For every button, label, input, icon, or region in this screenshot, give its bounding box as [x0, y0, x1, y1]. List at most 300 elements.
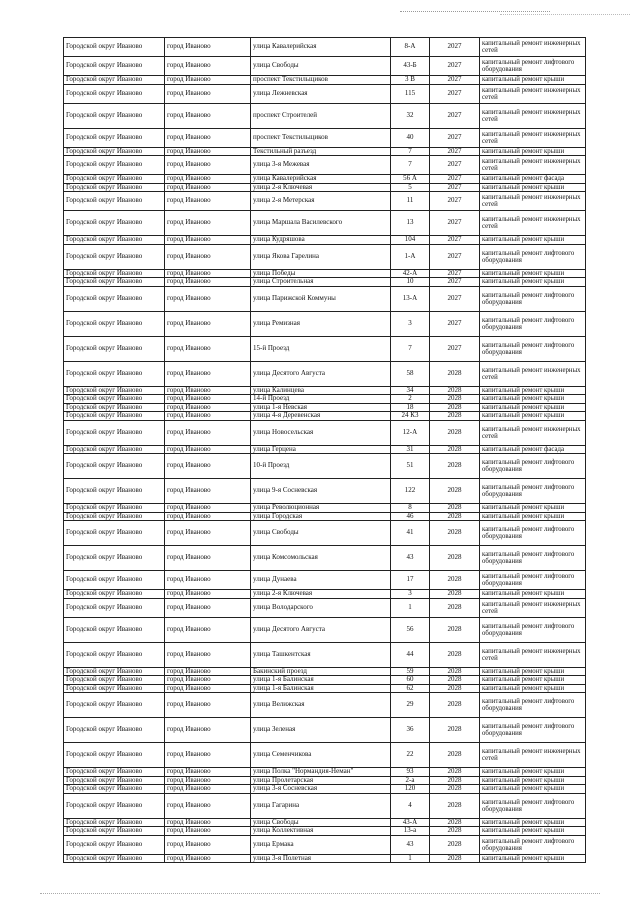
municipal-district-cell: Городской округ Иваново	[64, 286, 165, 311]
table-row	[64, 286, 586, 311]
work-type-cell: капитальный ремонт инженерных сетей	[480, 743, 586, 768]
house-number-cell: 3	[391, 590, 430, 599]
table-row	[64, 598, 586, 617]
year-cell: 2028	[430, 420, 480, 445]
street-cell: улица 3-я Сосневская	[251, 785, 391, 794]
year-cell: 2027	[430, 103, 480, 128]
municipal-district-cell: Городской округ Иваново	[64, 445, 165, 454]
city-cell: город Иваново	[165, 211, 251, 236]
municipal-district-cell: Городской округ Иваново	[64, 412, 165, 421]
table-row	[64, 835, 586, 854]
city-cell: город Иваново	[165, 192, 251, 211]
year-cell: 2028	[430, 590, 480, 599]
table-row	[64, 454, 586, 479]
work-type-cell: капитальный ремонт крыши	[480, 768, 586, 777]
year-cell: 2027	[430, 76, 480, 85]
street-cell: улица Калинцева	[251, 386, 391, 395]
year-cell: 2027	[430, 278, 480, 287]
municipal-district-cell: Городской округ Иваново	[64, 827, 165, 836]
year-cell: 2028	[430, 642, 480, 667]
municipal-district-cell: Городской округ Иваново	[64, 854, 165, 863]
house-number-cell: 13-А	[391, 286, 430, 311]
municipal-district-cell: Городской округ Иваново	[64, 395, 165, 404]
house-number-cell: 43	[391, 546, 430, 571]
work-type-cell: капитальный ремонт крыши	[480, 676, 586, 685]
house-number-cell: 104	[391, 236, 430, 245]
municipal-district-cell: Городской округ Иваново	[64, 84, 165, 103]
street-cell: улица Якова Гарелина	[251, 244, 391, 269]
work-type-cell: капитальный ремонт лифтового оборудования	[480, 718, 586, 743]
street-cell: улица Лежневская	[251, 84, 391, 103]
city-cell: город Иваново	[165, 676, 251, 685]
house-number-cell: 10	[391, 278, 430, 287]
street-cell: улица 3-я Межевая	[251, 156, 391, 175]
street-cell: улица Свободы	[251, 521, 391, 546]
table-row	[64, 504, 586, 513]
house-number-cell: 12-А	[391, 420, 430, 445]
work-type-cell: капитальный ремонт крыши	[480, 504, 586, 513]
street-cell: улица Свободы	[251, 818, 391, 827]
year-cell: 2027	[430, 38, 480, 57]
year-cell: 2028	[430, 395, 480, 404]
municipal-district-cell: Городской округ Иваново	[64, 598, 165, 617]
house-number-cell: 5	[391, 183, 430, 192]
municipal-district-cell: Городской округ Иваново	[64, 361, 165, 386]
city-cell: город Иваново	[165, 504, 251, 513]
year-cell: 2027	[430, 128, 480, 147]
year-cell: 2027	[430, 211, 480, 236]
work-type-cell: капитальный ремонт лифтового оборудования	[480, 336, 586, 361]
work-type-cell: капитальный ремонт лифтового оборудования	[480, 617, 586, 642]
work-type-cell: капитальный ремонт инженерных сетей	[480, 38, 586, 57]
year-cell: 2027	[430, 269, 480, 278]
street-cell: проспект Текстильщиков	[251, 76, 391, 85]
street-cell: улица 1-я Балинская	[251, 676, 391, 685]
city-cell: город Иваново	[165, 743, 251, 768]
year-cell: 2028	[430, 412, 480, 421]
work-type-cell: капитальный ремонт крыши	[480, 667, 586, 676]
year-cell: 2028	[430, 676, 480, 685]
scan-artifact-line	[400, 11, 550, 12]
work-type-cell: капитальный ремонт инженерных сетей	[480, 598, 586, 617]
house-number-cell: 44	[391, 642, 430, 667]
house-number-cell: 58	[391, 361, 430, 386]
street-cell: улица Кудряшова	[251, 236, 391, 245]
year-cell: 2028	[430, 776, 480, 785]
work-type-cell: капитальный ремонт инженерных сетей	[480, 361, 586, 386]
year-cell: 2028	[430, 718, 480, 743]
year-cell: 2028	[430, 521, 480, 546]
table-row	[64, 57, 586, 76]
year-cell: 2028	[430, 361, 480, 386]
work-type-cell: капитальный ремонт фасада	[480, 175, 586, 184]
table-row	[64, 412, 586, 421]
city-cell: город Иваново	[165, 793, 251, 818]
municipal-district-cell: Городской округ Иваново	[64, 76, 165, 85]
city-cell: город Иваново	[165, 269, 251, 278]
table-row	[64, 128, 586, 147]
table-row	[64, 793, 586, 818]
house-number-cell: 8-А	[391, 38, 430, 57]
street-cell: улица Герцена	[251, 445, 391, 454]
work-type-cell: капитальный ремонт инженерных сетей	[480, 84, 586, 103]
house-number-cell: 43-Б	[391, 57, 430, 76]
street-cell: улица 2-я Ключевая	[251, 183, 391, 192]
street-cell: улица Зеленая	[251, 718, 391, 743]
street-cell: улица Комсомольская	[251, 546, 391, 571]
table-row	[64, 311, 586, 336]
work-type-cell: капитальный ремонт крыши	[480, 236, 586, 245]
table-row	[64, 403, 586, 412]
year-cell: 2027	[430, 192, 480, 211]
work-type-cell: капитальный ремонт инженерных сетей	[480, 642, 586, 667]
municipal-district-cell: Городской округ Иваново	[64, 684, 165, 693]
table-row	[64, 147, 586, 156]
work-type-cell: капитальный ремонт лифтового оборудования	[480, 57, 586, 76]
municipal-district-cell: Городской округ Иваново	[64, 236, 165, 245]
work-type-cell: капитальный ремонт крыши	[480, 386, 586, 395]
work-type-cell: капитальный ремонт инженерных сетей	[480, 128, 586, 147]
table-row	[64, 192, 586, 211]
street-cell: улица Велижская	[251, 693, 391, 718]
year-cell: 2027	[430, 175, 480, 184]
city-cell: город Иваново	[165, 818, 251, 827]
work-type-cell: капитальный ремонт лифтового оборудования	[480, 793, 586, 818]
street-cell: улица Полка "Нормандия-Неман"	[251, 768, 391, 777]
street-cell: Текстильный разъезд	[251, 147, 391, 156]
street-cell: улица 1-я Балинская	[251, 684, 391, 693]
municipal-district-cell: Городской округ Иваново	[64, 512, 165, 521]
work-type-cell: капитальный ремонт крыши	[480, 403, 586, 412]
year-cell: 2028	[430, 571, 480, 590]
house-number-cell: 41	[391, 521, 430, 546]
street-cell: 15-й Проезд	[251, 336, 391, 361]
work-type-cell: капитальный ремонт крыши	[480, 76, 586, 85]
table-row	[64, 479, 586, 504]
year-cell: 2028	[430, 818, 480, 827]
municipal-district-cell: Городской округ Иваново	[64, 175, 165, 184]
house-number-cell: 56 А	[391, 175, 430, 184]
city-cell: город Иваново	[165, 278, 251, 287]
year-cell: 2028	[430, 403, 480, 412]
table-row	[64, 76, 586, 85]
city-cell: город Иваново	[165, 617, 251, 642]
table-row	[64, 420, 586, 445]
table-row	[64, 336, 586, 361]
city-cell: город Иваново	[165, 175, 251, 184]
table-row	[64, 84, 586, 103]
work-type-cell: капитальный ремонт крыши	[480, 776, 586, 785]
work-type-cell: капитальный ремонт крыши	[480, 684, 586, 693]
street-cell: улица Дунаева	[251, 571, 391, 590]
city-cell: город Иваново	[165, 785, 251, 794]
municipal-district-cell: Городской округ Иваново	[64, 403, 165, 412]
street-cell: улица Кавалерийская	[251, 38, 391, 57]
municipal-district-cell: Городской округ Иваново	[64, 386, 165, 395]
street-cell: улица Володарского	[251, 598, 391, 617]
work-type-cell: капитальный ремонт лифтового оборудования	[480, 521, 586, 546]
municipal-district-cell: Городской округ Иваново	[64, 420, 165, 445]
municipal-district-cell: Городской округ Иваново	[64, 718, 165, 743]
table-row	[64, 617, 586, 642]
year-cell: 2027	[430, 57, 480, 76]
table-row	[64, 512, 586, 521]
municipal-district-cell: Городской округ Иваново	[64, 521, 165, 546]
house-number-cell: 36	[391, 718, 430, 743]
house-number-cell: 62	[391, 684, 430, 693]
municipal-district-cell: Городской округ Иваново	[64, 768, 165, 777]
year-cell: 2028	[430, 386, 480, 395]
house-number-cell: 1-А	[391, 244, 430, 269]
street-cell: проспект Строителей	[251, 103, 391, 128]
table-row	[64, 768, 586, 777]
year-cell: 2028	[430, 512, 480, 521]
work-type-cell: капитальный ремонт лифтового оборудования	[480, 693, 586, 718]
municipal-district-cell: Городской округ Иваново	[64, 793, 165, 818]
work-type-cell: капитальный ремонт крыши	[480, 590, 586, 599]
municipal-district-cell: Городской округ Иваново	[64, 818, 165, 827]
house-number-cell: 93	[391, 768, 430, 777]
year-cell: 2028	[430, 479, 480, 504]
municipal-district-cell: Городской округ Иваново	[64, 571, 165, 590]
year-cell: 2027	[430, 156, 480, 175]
street-cell: улица Победы	[251, 269, 391, 278]
street-cell: улица 4-я Деревенская	[251, 412, 391, 421]
year-cell: 2027	[430, 311, 480, 336]
year-cell: 2028	[430, 454, 480, 479]
municipal-district-cell: Городской округ Иваново	[64, 103, 165, 128]
city-cell: город Иваново	[165, 236, 251, 245]
year-cell: 2028	[430, 684, 480, 693]
house-number-cell: 11	[391, 192, 430, 211]
table-row	[64, 642, 586, 667]
work-type-cell: капитальный ремонт крыши	[480, 512, 586, 521]
city-cell: город Иваново	[165, 854, 251, 863]
work-type-cell: капитальный ремонт крыши	[480, 827, 586, 836]
house-number-cell: 22	[391, 743, 430, 768]
table-row	[64, 211, 586, 236]
table-row	[64, 818, 586, 827]
city-cell: город Иваново	[165, 684, 251, 693]
year-cell: 2027	[430, 236, 480, 245]
table-row	[64, 244, 586, 269]
city-cell: город Иваново	[165, 147, 251, 156]
work-type-cell: капитальный ремонт крыши	[480, 395, 586, 404]
street-cell: улица Коллективная	[251, 827, 391, 836]
city-cell: город Иваново	[165, 386, 251, 395]
house-number-cell: 32	[391, 103, 430, 128]
house-number-cell: 40	[391, 128, 430, 147]
year-cell: 2028	[430, 785, 480, 794]
municipal-district-cell: Городской округ Иваново	[64, 590, 165, 599]
table-row	[64, 854, 586, 863]
city-cell: город Иваново	[165, 598, 251, 617]
city-cell: город Иваново	[165, 244, 251, 269]
table-row	[64, 718, 586, 743]
street-cell: улица Гагарина	[251, 793, 391, 818]
house-number-cell: 42-А	[391, 269, 430, 278]
table-row	[64, 571, 586, 590]
table-row	[64, 590, 586, 599]
city-cell: город Иваново	[165, 403, 251, 412]
work-type-cell: капитальный ремонт лифтового оборудования	[480, 479, 586, 504]
house-number-cell: 3 В	[391, 76, 430, 85]
city-cell: город Иваново	[165, 57, 251, 76]
municipal-district-cell: Городской округ Иваново	[64, 776, 165, 785]
work-type-cell: капитальный ремонт лифтового оборудования	[480, 244, 586, 269]
house-number-cell: 24 К3	[391, 412, 430, 421]
municipal-district-cell: Городской округ Иваново	[64, 336, 165, 361]
work-type-cell: капитальный ремонт лифтового оборудования	[480, 546, 586, 571]
table-row	[64, 785, 586, 794]
municipal-district-cell: Городской округ Иваново	[64, 835, 165, 854]
year-cell: 2028	[430, 793, 480, 818]
street-cell: Бакинский проезд	[251, 667, 391, 676]
table-row	[64, 278, 586, 287]
house-number-cell: 31	[391, 445, 430, 454]
table-row	[64, 546, 586, 571]
year-cell: 2028	[430, 743, 480, 768]
house-number-cell: 56	[391, 617, 430, 642]
street-cell: улица 9-я Сосневская	[251, 479, 391, 504]
municipal-district-cell: Городской округ Иваново	[64, 57, 165, 76]
street-cell: 14-й Проезд	[251, 395, 391, 404]
house-number-cell: 3	[391, 311, 430, 336]
city-cell: город Иваново	[165, 718, 251, 743]
street-cell: улица Парижской Коммуны	[251, 286, 391, 311]
house-number-cell: 8	[391, 504, 430, 513]
municipal-district-cell: Городской округ Иваново	[64, 38, 165, 57]
city-cell: город Иваново	[165, 76, 251, 85]
year-cell: 2027	[430, 84, 480, 103]
street-cell: улица Семенчикова	[251, 743, 391, 768]
city-cell: город Иваново	[165, 835, 251, 854]
house-number-cell: 51	[391, 454, 430, 479]
work-type-cell: капитальный ремонт крыши	[480, 269, 586, 278]
city-cell: город Иваново	[165, 156, 251, 175]
city-cell: город Иваново	[165, 361, 251, 386]
house-number-cell: 7	[391, 336, 430, 361]
municipal-district-cell: Городской округ Иваново	[64, 642, 165, 667]
year-cell: 2028	[430, 854, 480, 863]
house-number-cell: 7	[391, 147, 430, 156]
municipal-district-cell: Городской округ Иваново	[64, 504, 165, 513]
municipal-district-cell: Городской округ Иваново	[64, 244, 165, 269]
house-number-cell: 13	[391, 211, 430, 236]
work-type-cell: капитальный ремонт крыши	[480, 854, 586, 863]
year-cell: 2027	[430, 286, 480, 311]
street-cell: улица 2-я Метерская	[251, 192, 391, 211]
work-type-cell: капитальный ремонт инженерных сетей	[480, 103, 586, 128]
municipal-district-cell: Городской округ Иваново	[64, 479, 165, 504]
year-cell: 2027	[430, 147, 480, 156]
house-number-cell: 4	[391, 793, 430, 818]
street-cell: улица Ташкентская	[251, 642, 391, 667]
year-cell: 2027	[430, 336, 480, 361]
city-cell: город Иваново	[165, 311, 251, 336]
house-number-cell: 115	[391, 84, 430, 103]
house-number-cell: 18	[391, 403, 430, 412]
house-number-cell: 29	[391, 693, 430, 718]
municipal-district-cell: Городской округ Иваново	[64, 311, 165, 336]
table-row	[64, 827, 586, 836]
work-type-cell: капитальный ремонт инженерных сетей	[480, 192, 586, 211]
city-cell: город Иваново	[165, 420, 251, 445]
street-cell: улица Десятого Августа	[251, 617, 391, 642]
scan-artifact-line	[500, 14, 630, 15]
year-cell: 2028	[430, 827, 480, 836]
work-type-cell: капитальный ремонт инженерных сетей	[480, 211, 586, 236]
street-cell: улица Ермака	[251, 835, 391, 854]
city-cell: город Иваново	[165, 128, 251, 147]
house-number-cell: 46	[391, 512, 430, 521]
house-number-cell: 1	[391, 854, 430, 863]
city-cell: город Иваново	[165, 521, 251, 546]
year-cell: 2027	[430, 244, 480, 269]
city-cell: город Иваново	[165, 454, 251, 479]
work-type-cell: капитальный ремонт крыши	[480, 785, 586, 794]
year-cell: 2028	[430, 504, 480, 513]
municipal-district-cell: Городской округ Иваново	[64, 183, 165, 192]
year-cell: 2028	[430, 546, 480, 571]
year-cell: 2028	[430, 445, 480, 454]
street-cell: улица Кавалерийская	[251, 175, 391, 184]
city-cell: город Иваново	[165, 395, 251, 404]
street-cell: улица Ремизная	[251, 311, 391, 336]
city-cell: город Иваново	[165, 667, 251, 676]
year-cell: 2028	[430, 835, 480, 854]
municipal-district-cell: Городской округ Иваново	[64, 147, 165, 156]
table-row	[64, 38, 586, 57]
municipal-district-cell: Городской округ Иваново	[64, 128, 165, 147]
table-row	[64, 236, 586, 245]
city-cell: город Иваново	[165, 776, 251, 785]
municipal-district-cell: Городской округ Иваново	[64, 269, 165, 278]
work-type-cell: капитальный ремонт крыши	[480, 412, 586, 421]
house-number-cell: 122	[391, 479, 430, 504]
table-row	[64, 693, 586, 718]
city-cell: город Иваново	[165, 768, 251, 777]
municipal-district-cell: Городской округ Иваново	[64, 156, 165, 175]
city-cell: город Иваново	[165, 445, 251, 454]
work-type-cell: капитальный ремонт крыши	[480, 818, 586, 827]
city-cell: город Иваново	[165, 286, 251, 311]
table-row	[64, 361, 586, 386]
street-cell: улица Маршала Василевского	[251, 211, 391, 236]
street-cell: улица Городская	[251, 512, 391, 521]
scan-artifact-line	[40, 893, 600, 894]
table-body	[64, 38, 586, 863]
house-number-cell: 43-А	[391, 818, 430, 827]
house-number-cell: 34	[391, 386, 430, 395]
municipal-district-cell: Городской округ Иваново	[64, 617, 165, 642]
municipal-district-cell: Городской округ Иваново	[64, 667, 165, 676]
year-cell: 2028	[430, 667, 480, 676]
table-row	[64, 676, 586, 685]
table-row	[64, 183, 586, 192]
work-type-cell: капитальный ремонт лифтового оборудования	[480, 311, 586, 336]
street-cell: проспект Текстильщиков	[251, 128, 391, 147]
house-number-cell: 43	[391, 835, 430, 854]
street-cell: улица 3-я Полетная	[251, 854, 391, 863]
year-cell: 2028	[430, 768, 480, 777]
house-number-cell: 2	[391, 395, 430, 404]
table-row	[64, 667, 586, 676]
work-type-cell: капитальный ремонт лифтового оборудования	[480, 454, 586, 479]
street-cell: улица Революционная	[251, 504, 391, 513]
municipal-district-cell: Городской округ Иваново	[64, 211, 165, 236]
work-type-cell: капитальный ремонт лифтового оборудования	[480, 571, 586, 590]
